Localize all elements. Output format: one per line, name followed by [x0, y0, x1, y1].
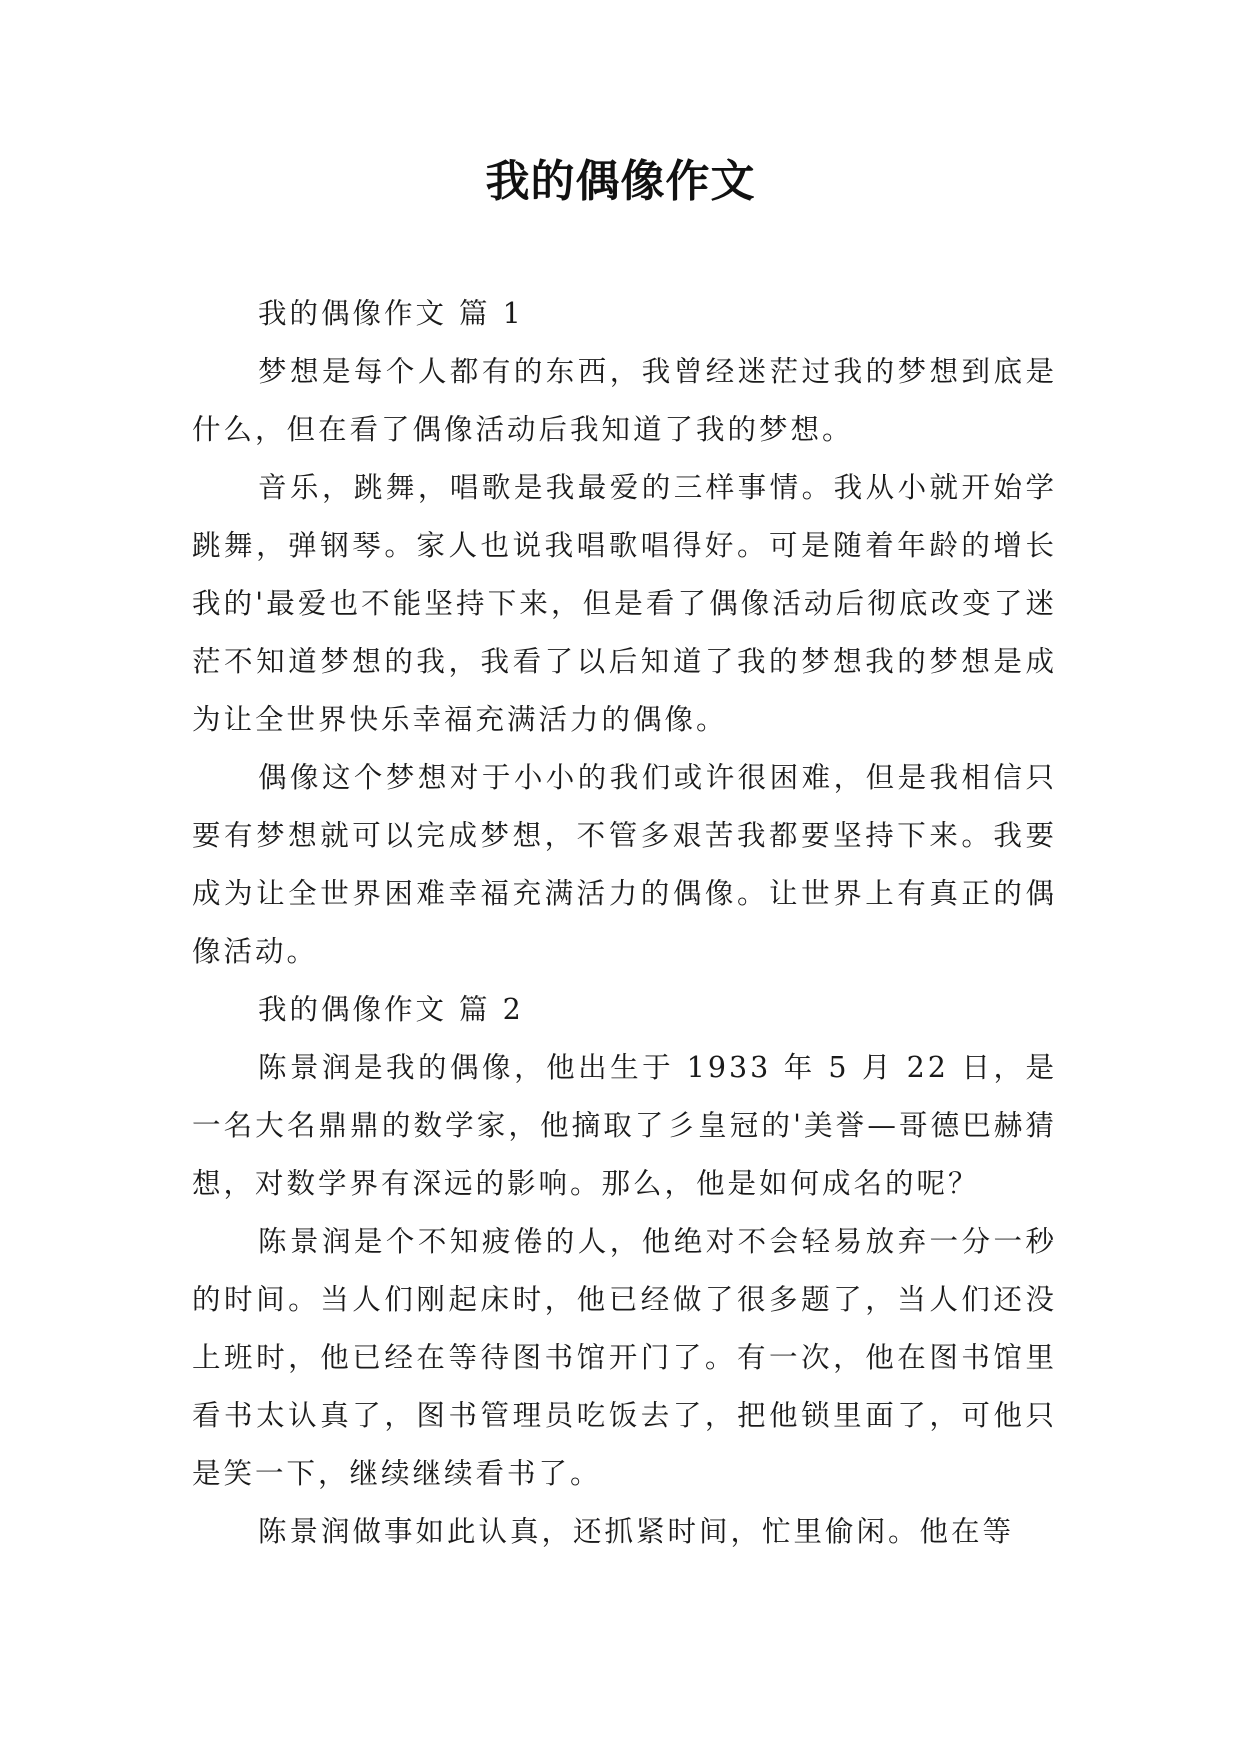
paragraph: 陈景润是个不知疲倦的人，他绝对不会轻易放弃一分一秒的时间。当人们刚起床时，他已经做了很多题了，当人们还没上班时，他已经在等待图书馆开门了。有一次，他在图书馆里看书太认真了，图书管理员吃饭去了，把他锁里面了，可他只是笑一下，继续继续看书了。	[192, 1225, 1057, 1490]
paragraph: 偶像这个梦想对于小小的我们或许很困难，但是我相信只要有梦想就可以完成梦想，不管多艰苦我都要坚持下来。我要成为让全世界困难幸福充满活力的偶像。让世界上有真正的偶像活动。	[192, 761, 1057, 968]
paragraph: 陈景润做事如此认真，还抓紧时间，忙里偷闲。他在等	[258, 1515, 1015, 1548]
document-title: 我的偶像作文	[485, 156, 756, 207]
paragraph: 梦想是每个人都有的东西，我曾经迷茫过我的梦想到底是什么，但在看了偶像活动后我知道了我的梦想。	[192, 355, 1057, 446]
document-body	[192, 285, 1057, 1561]
section-heading-1: 我的偶像作文 篇 1	[258, 297, 524, 330]
section-heading-2: 我的偶像作文 篇 2	[258, 993, 524, 1026]
paragraph: 陈景润是我的偶像，他出生于 1933 年 5 月 22 日，是一名大名鼎鼎的数学家，他摘取了彡皇冠的'美誉—哥德巴赫猜想，对数学界有深远的影响。那么，他是如何成名的呢？	[192, 1051, 1057, 1200]
paragraph: 音乐，跳舞，唱歌是我最爱的三样事情。我从小就开始学跳舞，弹钢琴。家人也说我唱歌唱得好。可是随着年龄的增长我的'最爱也不能坚持下来，但是看了偶像活动后彻底改变了迷茫不知道梦想的我，我看了以后知道了我的梦想我的梦想是成为让全世界快乐幸福充满活力的偶像。	[192, 471, 1057, 736]
